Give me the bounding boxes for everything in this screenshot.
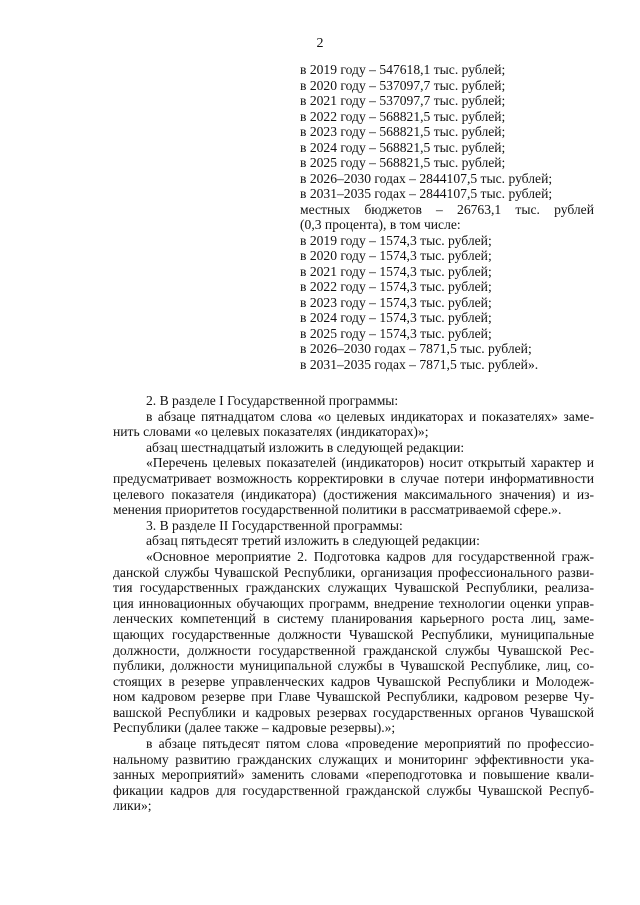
text-line: ленческих компетенций в систему планирования карьерного роста лиц, заме- bbox=[113, 611, 594, 627]
text-line: целевого показателя (индикатора) (достижения максимального значения) и из- bbox=[113, 486, 594, 502]
text-line: ном кадровом резерве при Главе Чувашской Республики, кадровом резерве Чу- bbox=[113, 689, 594, 705]
text-line: «Перечень целевых показателей (индикаторов) носит открытый характер и bbox=[146, 455, 594, 471]
text-line: нить словами «о целевых показателях (индикаторах)»; bbox=[113, 424, 429, 440]
budget-line: в 2021 году – 1574,3 тыс. рублей; bbox=[300, 263, 492, 279]
budget-line: в 2026–2030 годах – 2844107,5 тыс. рублей; bbox=[300, 170, 553, 186]
budget-line: в 2020 году – 1574,3 тыс. рублей; bbox=[300, 248, 492, 263]
page-number: 2 bbox=[316, 36, 324, 51]
budget-line: в 2025 году – 568821,5 тыс. рублей; bbox=[300, 155, 506, 170]
text-line: данской службы Чувашской Республики, организация профессионального разви- bbox=[113, 564, 594, 580]
text-line: нальному развитию гражданских служащих и мониторинг эффективности ука- bbox=[113, 751, 594, 767]
budget-line: в 2023 году – 1574,3 тыс. рублей; bbox=[300, 294, 492, 310]
text-line: в абзаце пятьдесят пятом слова «проведение мероприятий по профессио- bbox=[146, 736, 594, 752]
budget-list bbox=[300, 62, 594, 372]
text-line: в абзаце пятнадцатом слова «о целевых индикаторах и показателях» заме- bbox=[146, 408, 594, 424]
budget-line: в 2031–2035 годах – 7871,5 тыс. рублей». bbox=[300, 356, 539, 372]
budget-line: в 2022 году – 568821,5 тыс. рублей; bbox=[300, 108, 506, 124]
budget-line: в 2031–2035 годах – 2844107,5 тыс. рублей; bbox=[300, 186, 553, 201]
budget-line: (0,3 процента), в том числе: bbox=[300, 217, 461, 232]
text-line: стоящих в резерве управленческих кадров Чувашской Республики и Молодеж- bbox=[113, 673, 594, 689]
text-line: ция инновационных обучающих программ, внедрение технологии оценки управ- bbox=[113, 595, 594, 611]
budget-line: в 2023 году – 568821,5 тыс. рублей; bbox=[300, 124, 506, 139]
text-line: 2. В разделе I Государственной программы: bbox=[146, 393, 399, 408]
budget-line: в 2024 году – 568821,5 тыс. рублей; bbox=[300, 139, 506, 155]
text-line: лики»; bbox=[113, 798, 152, 814]
budget-line: в 2020 году – 537097,7 тыс. рублей; bbox=[300, 77, 506, 93]
text-line: абзац шестнадцатый изложить в следующей редакции: bbox=[146, 439, 465, 455]
budget-line: в 2019 году – 1574,3 тыс. рублей; bbox=[300, 232, 492, 248]
text-line: занных мероприятий» заменить словами «переподготовка и повышение квали- bbox=[113, 767, 594, 783]
body-text bbox=[113, 393, 594, 814]
budget-line: в 2025 году – 1574,3 тыс. рублей; bbox=[300, 325, 492, 341]
budget-line: местных бюджетов – 26763,1 тыс. рублей bbox=[300, 201, 594, 217]
text-line: должности, должности государственной гражданской службы Чувашской Рес- bbox=[113, 642, 594, 658]
budget-line: в 2022 году – 1574,3 тыс. рублей; bbox=[300, 279, 492, 294]
text-line: публики, должности муниципальной службы в Чувашской Республике, лиц, со- bbox=[113, 658, 594, 674]
text-line: вашской Республики и кадровых резервах государственных органов Чувашской bbox=[113, 704, 594, 720]
budget-line: в 2026–2030 годах – 7871,5 тыс. рублей; bbox=[300, 341, 532, 356]
text-line: 3. В разделе II Государственной программы: bbox=[146, 517, 403, 533]
budget-line: в 2019 году – 547618,1 тыс. рублей; bbox=[300, 62, 506, 77]
text-line: фикации кадров для государственной гражданской службы Чувашской Респуб- bbox=[113, 782, 594, 798]
text-line: щающих государственные должности Чувашской Республики, муниципальные bbox=[113, 626, 594, 642]
budget-line: в 2024 году – 1574,3 тыс. рублей; bbox=[300, 310, 492, 325]
text-line: абзац пятьдесят третий изложить в следующей редакции: bbox=[146, 533, 480, 549]
text-line: Республики (далее также – кадровые резервы).»; bbox=[113, 720, 396, 736]
text-line: «Основное мероприятие 2. Подготовка кадров для государственной граж- bbox=[146, 548, 594, 564]
text-line: предусматривает возможность корректировки в случае потери информативности bbox=[113, 470, 594, 486]
text-line: тия государственных гражданских служащих Чувашской Республики, реализа- bbox=[113, 580, 594, 596]
text-line: менения приоритетов государственной политики в рассматриваемой сфере.». bbox=[113, 502, 562, 518]
budget-line: в 2021 году – 537097,7 тыс. рублей; bbox=[300, 93, 506, 108]
